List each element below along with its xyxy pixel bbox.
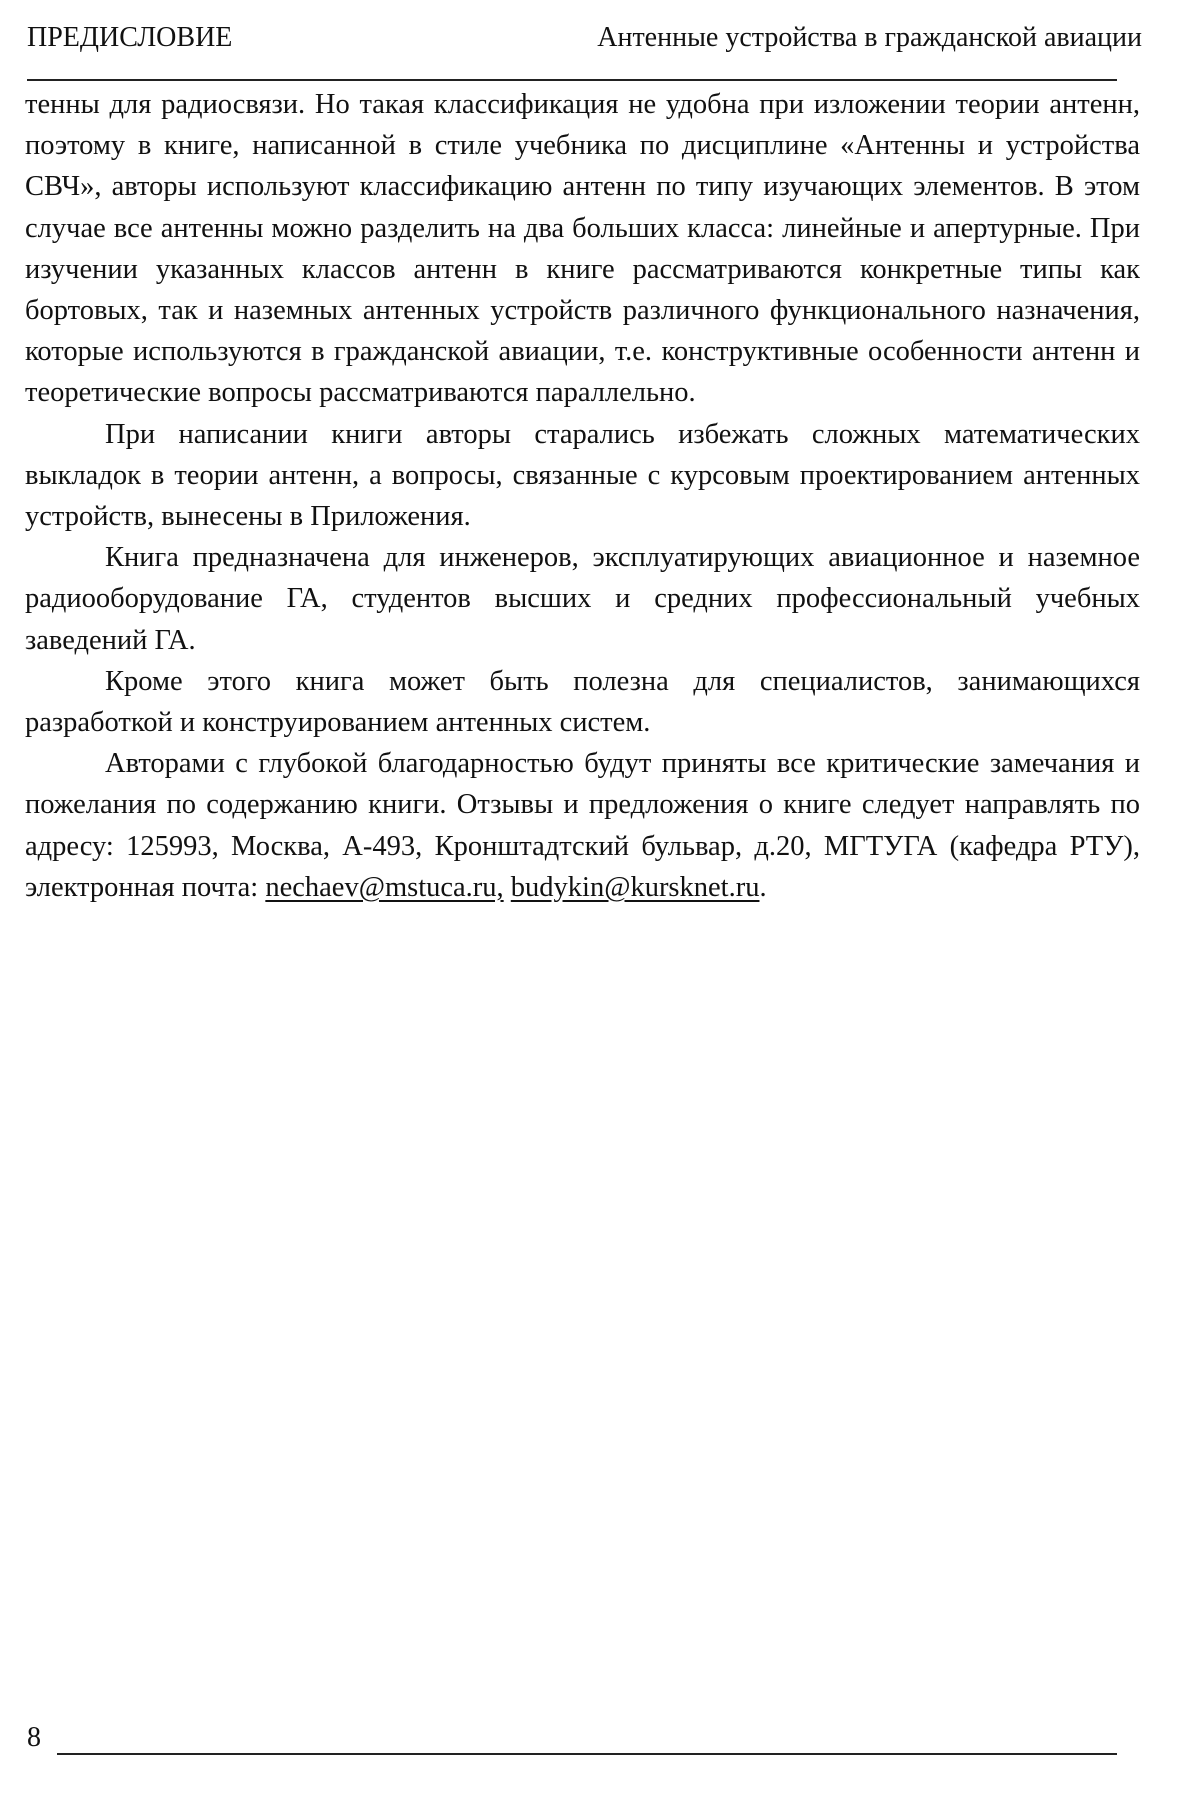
paragraph-3: Книга предназначена для инженеров, эксплуатирующих авиационное и наземное радиооборудование ГА, студентов высших и средних профессиональный учебных заведений ГА.: [25, 542, 1140, 656]
paragraph-5: [25, 743, 1140, 908]
page-number: 8: [27, 1722, 41, 1753]
paragraph-5-end: .: [759, 871, 767, 903]
running-header: [27, 18, 1142, 58]
paragraph-2: При написании книги авторы старались избежать сложных математических выкладок в теории антенн, а вопросы, связанные с курсовым проектированием антенных устройств, вынесены в Приложения.: [25, 418, 1140, 533]
paragraph-5-text: Авторами с глубокой благодарностью будут приняты все критические замечания и пожелания по содержанию книги. Отзывы и предложения о книге следует направлять по адресу: 125993, Москва, А-493, Кронштадтский бульвар, д.20, МГТУГА (кафедра РТУ), электронная почта:: [25, 748, 1140, 903]
header-rule: [27, 79, 1117, 81]
footer-rule: [57, 1753, 1117, 1755]
body-text: [25, 84, 1140, 908]
email-link-nechaev[interactable]: nechaev@mstuca.ru,: [265, 871, 504, 903]
paragraph-4: Кроме этого книга может быть полезна для специалистов, занимающихся разработкой и конструированием антенных систем.: [25, 665, 1140, 739]
email-link-budykin[interactable]: budykin@kursknet.ru: [510, 871, 760, 903]
paragraph-1: тенны для радиосвязи. Но такая классификация не удобна при изложении теории антенн, поэтому в книге, написанной в стиле учебника по дисциплине «Антенны и устройства СВЧ», авторы используют классификацию антенн по типу изучающих элементов. В этом случае все антенны можно разделить на два больших класса: линейные и апертурные. При изучении указанных классов антенн в книге рассматриваются конкретные типы как бортовых, так и наземных антенных устройств различного функционального назначения, которые используются в гражданской авиации, т.е. конструктивные особенности антенн и теоретические вопросы рассматриваются параллельно.: [25, 89, 1140, 409]
book-title: Антенные устройства в гражданской авиации: [597, 22, 1142, 53]
page-footer: [27, 1718, 1117, 1758]
section-title: ПРЕДИСЛОВИЕ: [27, 22, 233, 53]
